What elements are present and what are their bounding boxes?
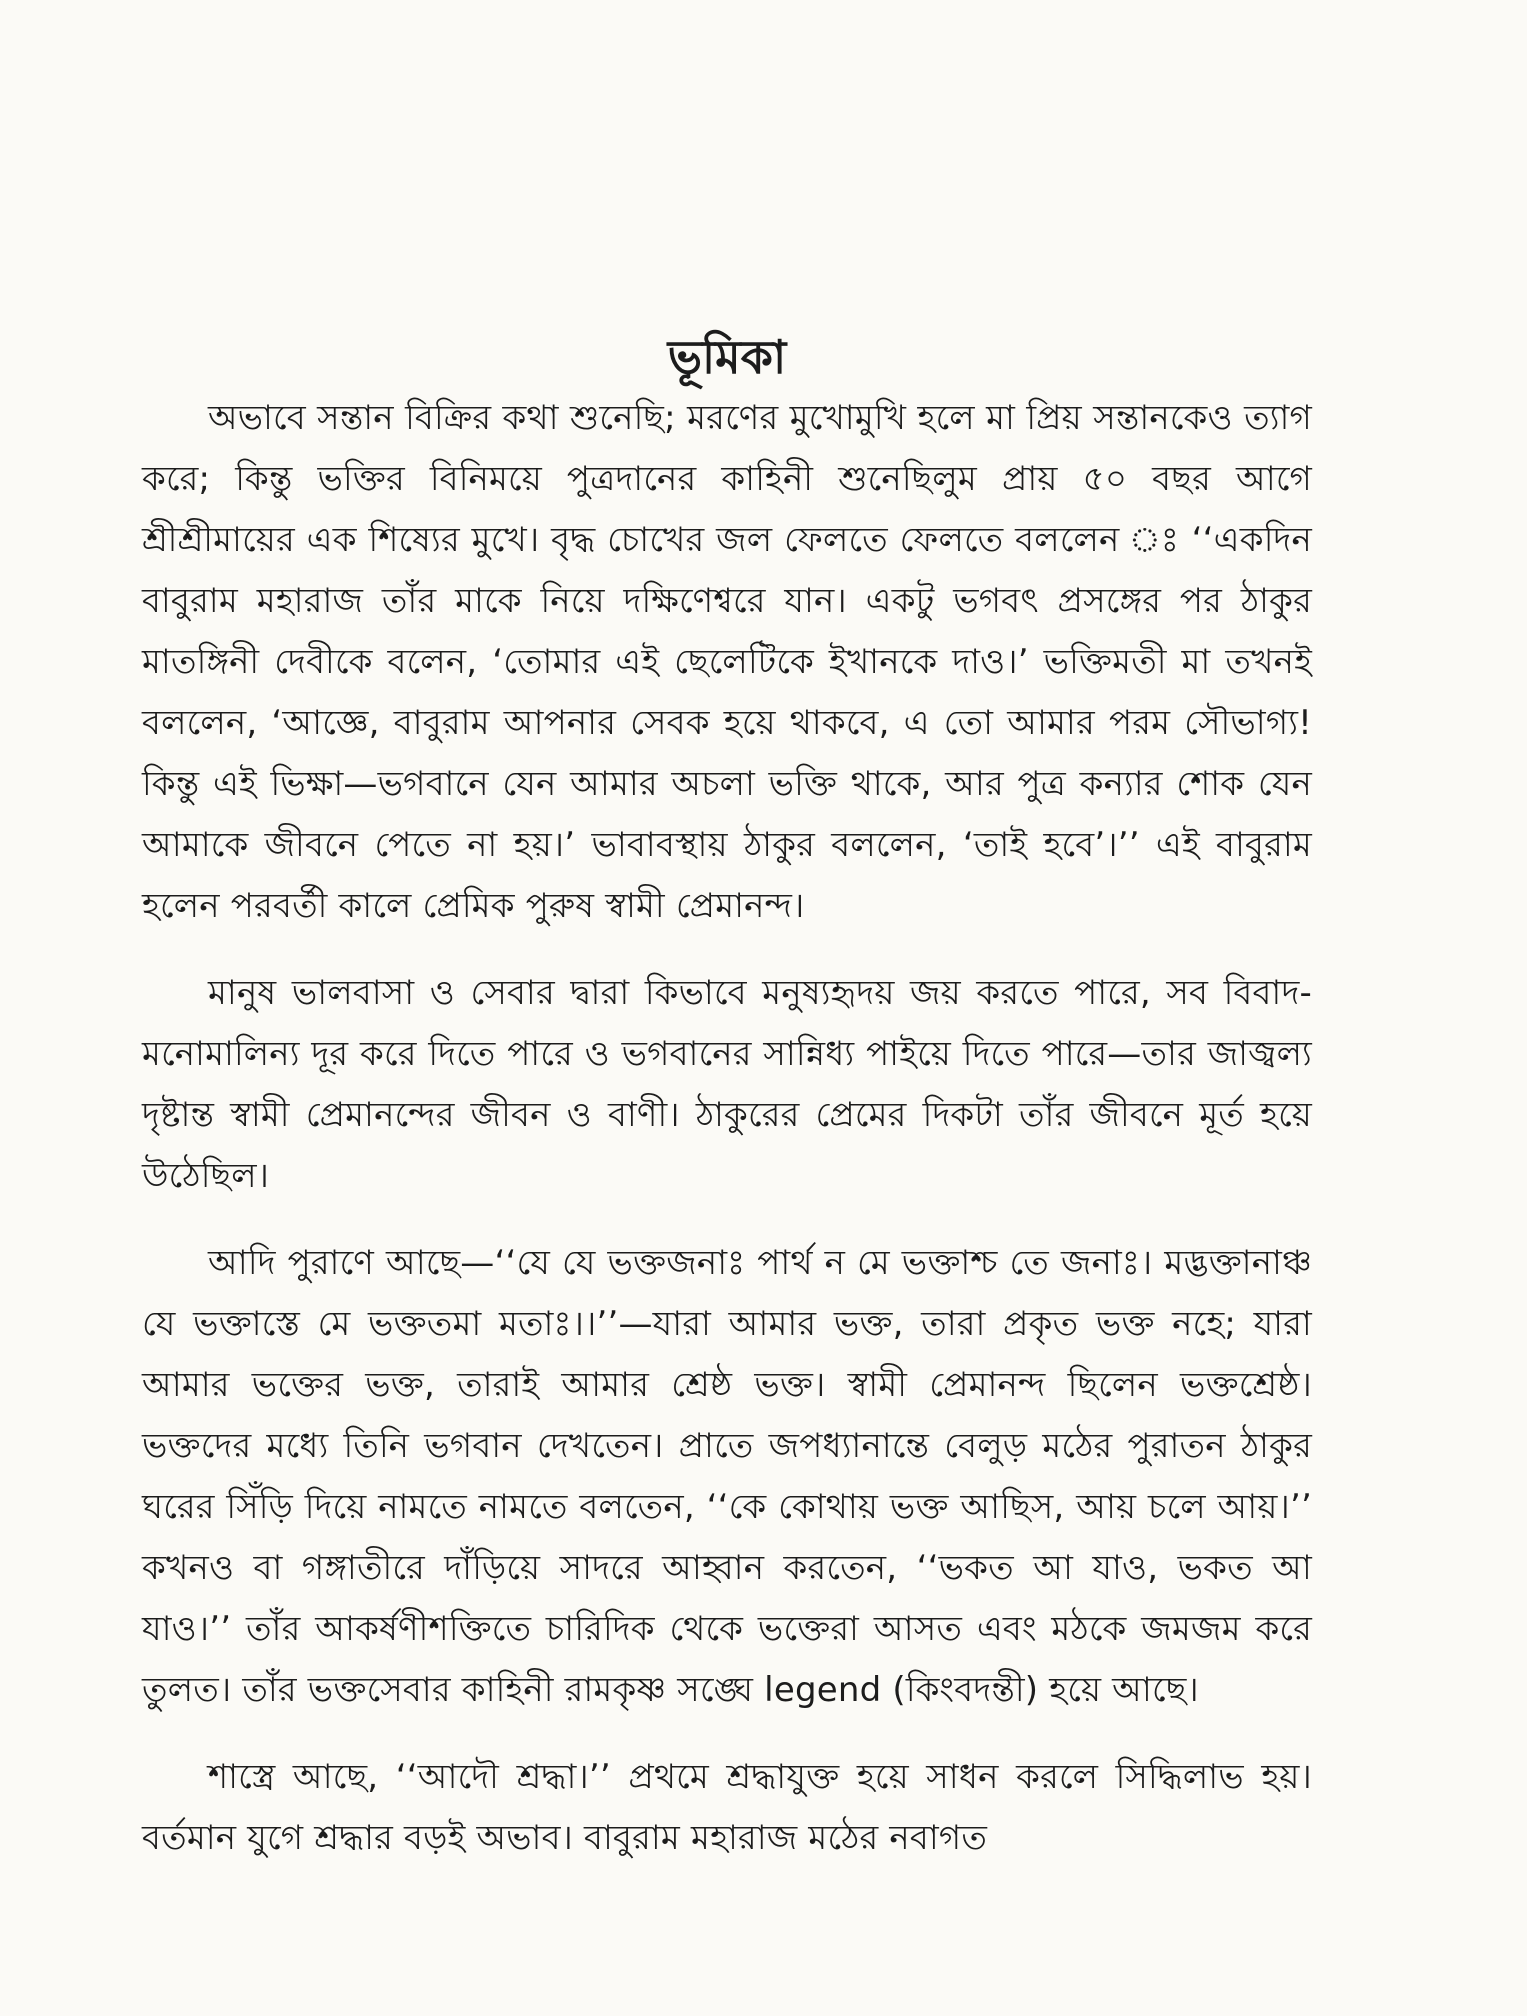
paragraph-4: শাস্ত্রে আছে, ‘‘আদৌ শ্রদ্ধা।’’ প্রথমে শ্রদ্ধাযুক্ত হয়ে সাধন করলে সিদ্ধিলাভ হয়। বর্তমান যুগে শ্রদ্ধার বড়ই অভাব। বাবুরাম মহারাজ মঠের নবাগত — [142, 1757, 1312, 1858]
page-title: ভূমিকা — [667, 329, 787, 384]
book-page — [142, 0, 1312, 2016]
paragraph-1: অভাবে সন্তান বিক্রির কথা শুনেছি; মরণের মুখোমুখি হলে মা প্রিয় সন্তানকেও ত্যাগ করে; কিন্তু ভক্তির বিনিময়ে পুত্রদানের কাহিনী শুনেছিলুম প্রায় ৫০ বছর আগে শ্রীশ্রীমায়ের এক শিষ্যের মুখে। বৃদ্ধ চোখের জল ফেলতে ফেলতে বললেন ঃ ‘‘একদিন বাবুরাম মহারাজ তাঁর মাকে নিয়ে দক্ষিণেশ্বরে যান। একটু ভগবৎ প্রসঙ্গের পর ঠাকুর মাতঙ্গিনী দেবীকে বলেন, ‘তোমার এই ছেলেটিকে ইখানকে দাও।’ ভক্তিমতী মা তখনই বললেন, ‘আজ্ঞে, বাবুরাম আপনার সেবক হয়ে থাকবে, এ তো আমার পরম সৌভাগ্য! কিন্তু এই ভিক্ষা—ভগবানে যেন আমার অচলা ভক্তি থাকে, আর পুত্র কন্যার শোক যেন আমাকে জীবনে পেতে না হয়।’ ভাবাবস্থায় ঠাকুর বললেন, ‘তাই হবে’।’’ এই বাবুরাম হলেন পরবর্তী কালে প্রেমিক পুরুষ স্বামী প্রেমানন্দ। — [142, 398, 1312, 926]
paragraph-3: আদি পুরাণে আছে—‘‘যে যে ভক্তজনাঃ পার্থ ন মে ভক্তাশ্চ তে জনাঃ। মদ্ভক্তানাঞ্চ যে ভক্তাস্তে মে ভক্ততমা মতাঃ।।’’—যারা আমার ভক্ত, তারা প্রকৃত ভক্ত নহে; যারা আমার ভক্তের ভক্ত, তারাই আমার শ্রেষ্ঠ ভক্ত। স্বামী প্রেমানন্দ ছিলেন ভক্তশ্রেষ্ঠ। ভক্তদের মধ্যে তিনি ভগবান দেখতেন। প্রাতে জপধ্যানান্তে বেলুড় মঠের পুরাতন ঠাকুর ঘরের সিঁড়ি দিয়ে নামতে নামতে বলতেন, ‘‘কে কোথায় ভক্ত আছিস, আয় চলে আয়।’’ কখনও বা গঙ্গাতীরে দাঁড়িয়ে সাদরে আহ্বান করতেন, ‘‘ভকত আ যাও, ভকত আ যাও।’’ তাঁর আকর্ষণীশক্তিতে চারিদিক থেকে ভক্তেরা আসত এবং মঠকে জমজম করে তুলত। তাঁর ভক্তসেবার কাহিনী রামকৃষ্ণ সঙ্ঘে legend (কিংবদন্তী) হয়ে আছে। — [142, 1243, 1312, 1710]
page-body — [142, 388, 1312, 1895]
paragraph-2: মানুষ ভালবাসা ও সেবার দ্বারা কিভাবে মনুষ্যহৃদয় জয় করতে পারে, সব বিবাদ-মনোমালিন্য দূর করে দিতে পারে ও ভগবানের সান্নিধ্য পাইয়ে দিতে পারে—তার জাজ্বল্য দৃষ্টান্ত স্বামী প্রেমানন্দের জীবন ও বাণী। ঠাকুরের প্রেমের দিকটা তাঁর জীবনে মূর্ত হয়ে উঠেছিল। — [142, 973, 1312, 1196]
